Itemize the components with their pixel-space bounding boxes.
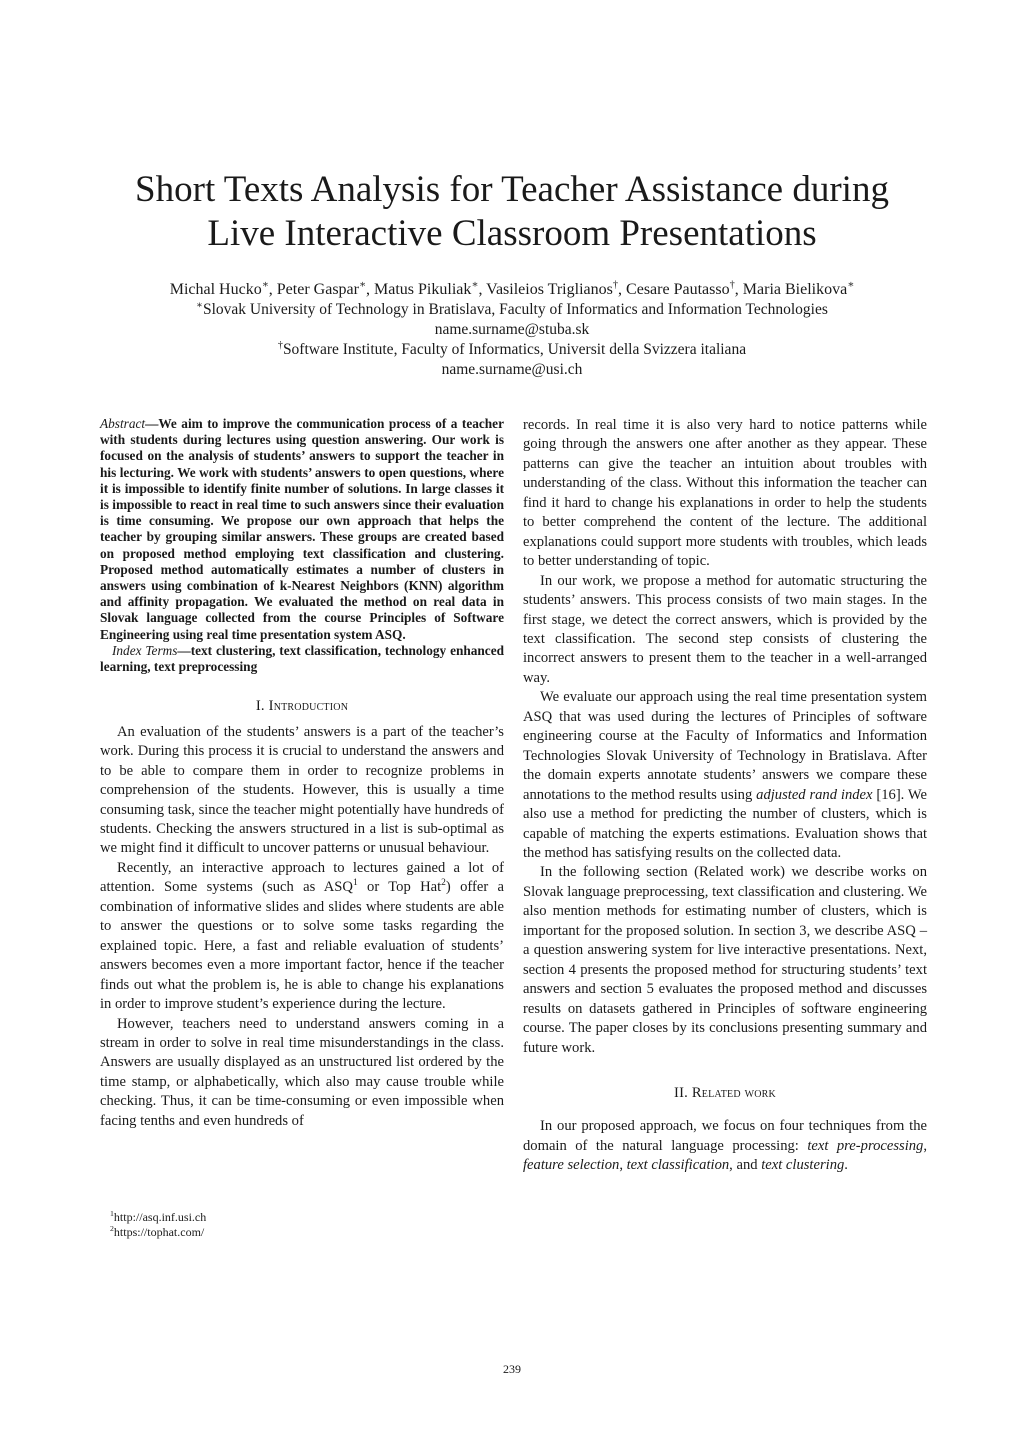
paragraph: An evaluation of the students’ answers is a part of the teacher’s work. During this process it is crucial to understand the answers and to be able to compare them in order to recognize problems in comprehension of the students. However, this is usually a time consuming task, since the teacher might potentially have hundreds of students. Checking the answers structured in a list is sub-optimal as we might find it difficult to uncover patterns or unusual behaviour. bbox=[100, 723, 504, 857]
author-name: Vasileios Triglianos bbox=[486, 281, 613, 298]
abstract-label: Abstract bbox=[100, 416, 146, 431]
emphasis: text clustering bbox=[761, 1157, 845, 1174]
emphasis: text classification bbox=[626, 1157, 730, 1174]
page-number: 239 bbox=[503, 1362, 521, 1376]
text-run: , bbox=[923, 1137, 927, 1154]
affiliation-1 bbox=[0, 300, 1024, 320]
abstract-text: —We aim to improve the communication process of a teacher with students during lectures using question answering. Our work is focused on the analysis of students’ answers to support the teacher in his lecturing. We work with students’ answers to open questions, where it is impossible to identify finite number of solutions. In large classes it is impossible to react in real time to such answers since their evaluation is time consuming. We propose our own approach that helps the teacher by grouping similar answers. These groups are created based on proposed method employing text classification and clustering. Proposed method automatically estimates a number of clusters in answers using combination of k-Nearest Neighbors (KNN) algorithm and affinity propagation. We evaluated the method on real data in Slovak language collected from the course Principles of Software Engineering using real time presentation system ASQ. bbox=[100, 416, 504, 642]
affiliation-mark: ∗ bbox=[196, 299, 203, 311]
text-run: We evaluate our approach using the real time presentation system ASQ that was used during the lectures of Principles of software engineering course at the Faculty of Informatics and Information Technologies Slovak University of Technology in Bratislava. After the domain experts annotate students’ answers we compare these annotations to the method results using bbox=[523, 689, 927, 803]
text-run: . bbox=[844, 1157, 848, 1174]
title-line-1: Short Texts Analysis for Teacher Assistance during bbox=[135, 169, 889, 210]
author-name: Maria Bielikova bbox=[742, 281, 848, 298]
footnote-2 bbox=[100, 1225, 504, 1240]
paragraph: In the following section (Related work) we describe works on Slovak language preprocessing, text classification and clustering. We also mention methods for estimating number of clusters, which is important for the proposed solution. In section 3, we describe ASQ – a question answering system for live interactive presentations. Next, section 4 presents the proposed method for structuring students’ text answers and section 5 evaluates the proposed method and discusses results on datasets gathered in Principles of software engineering course. The paper closes by its conclusions presenting summary and future work. bbox=[523, 864, 927, 1056]
paragraph: records. In real time it is also very hard to notice patterns while going through the answers one after another as they appear. These patterns can give the teacher an intuition about troubles with understanding of the class. Without this information the teacher can find it hard to change his explanations in order to help the students to better comprehend the content of the lecture. The additional explanations could support more students with troubles, which leads to better understanding of topic. bbox=[523, 417, 927, 570]
affiliation-text: Software Institute, Faculty of Informatics, Universit della Svizzera italiana bbox=[282, 341, 747, 358]
section-number: II. bbox=[674, 1084, 692, 1101]
text-run: In our proposed approach, we focus on four techniques from the domain of the natural language processing: bbox=[523, 1118, 927, 1154]
author-block bbox=[0, 280, 1024, 380]
separator: , bbox=[478, 281, 487, 298]
text-run: , bbox=[619, 1157, 627, 1174]
footnote-1 bbox=[100, 1210, 504, 1225]
index-terms-text: —text clustering, text classification, technology enhanced learning, text preprocessing bbox=[100, 642, 504, 675]
index-terms-label: Index Terms bbox=[111, 642, 178, 658]
title-line-2: Live Interactive Classroom Presentations bbox=[207, 213, 817, 254]
affiliation-mark: ∗ bbox=[471, 279, 479, 291]
section-title: Related work bbox=[691, 1084, 776, 1101]
abstract bbox=[100, 416, 504, 643]
section-heading-introduction bbox=[100, 697, 504, 716]
affiliation-mark: ∗ bbox=[358, 279, 367, 291]
section-heading-related-work bbox=[523, 1084, 927, 1103]
section-number: I. bbox=[255, 698, 269, 715]
footnote-number: 1 bbox=[110, 1209, 114, 1218]
footnote-number: 2 bbox=[110, 1224, 114, 1233]
separator: , bbox=[618, 281, 627, 298]
text-run: Recently, an interactive approach to lectures gained a lot of attention. Some systems (such as ASQ bbox=[100, 859, 504, 896]
affiliation-text: Slovak University of Technology in Bratislava, Faculty of Informatics and Information Technologies bbox=[202, 301, 828, 318]
paragraph: In our work, we propose a method for automatic structuring the students’ answers. This process consists of two main stages. In the first stage, we detect the correct answers, which is provided by the text classification. The second step consists of clustering the incorrect answers to present them to the teacher in a well-arranged way. bbox=[523, 572, 927, 686]
author-name: Matus Pikuliak bbox=[374, 281, 472, 298]
affiliation-mark: † bbox=[277, 339, 283, 351]
paper-title bbox=[0, 168, 1024, 256]
author-name: Cesare Pautasso bbox=[626, 281, 730, 298]
footnote-ref[interactable]: 1 bbox=[352, 878, 358, 889]
affiliation-mark: ∗ bbox=[261, 279, 269, 291]
separator: , bbox=[366, 281, 375, 298]
affiliation-2 bbox=[0, 340, 1024, 360]
separator: , bbox=[734, 281, 743, 298]
emphasis: text pre-processing bbox=[807, 1137, 924, 1154]
paragraph bbox=[100, 859, 504, 1015]
text-run: , and bbox=[729, 1157, 762, 1174]
paragraph bbox=[523, 688, 927, 863]
separator: , bbox=[268, 281, 277, 298]
index-terms bbox=[100, 643, 504, 675]
footnote-link[interactable]: http://asq.inf.usi.ch bbox=[113, 1210, 207, 1224]
footnotes bbox=[100, 1210, 504, 1240]
author-list bbox=[0, 280, 1024, 300]
footnote-link[interactable]: https://tophat.com/ bbox=[113, 1225, 205, 1239]
left-column bbox=[100, 416, 504, 1131]
emphasis: adjusted rand index bbox=[756, 786, 873, 803]
right-column bbox=[523, 416, 927, 1176]
affiliation-mark: ∗ bbox=[847, 279, 855, 291]
paragraph: However, teachers need to understand answers coming in a stream in order to solve in real time misunderstandings in the class. Answers are usually displayed as an unstructured list ordered by the time stamp, or alphabetically, which also may cause trouble while checking. Thus, it can be time-consuming or even impossible when facing tenths and even hundreds of bbox=[100, 1015, 504, 1129]
author-name: Peter Gaspar bbox=[276, 281, 359, 298]
text-run: [16]. We also use a method for predicting the number of clusters, which is capable of matching the experts estimations. Evaluation shows that the method has satisfying results on the collected data. bbox=[523, 786, 928, 861]
author-name: Michal Hucko bbox=[169, 281, 262, 298]
paragraph bbox=[523, 1117, 927, 1175]
footnote-ref[interactable]: 2 bbox=[441, 878, 446, 889]
text-run: or Top Hat bbox=[357, 879, 442, 896]
affiliation-mark: † bbox=[729, 279, 735, 291]
email-2: name.surname@usi.ch bbox=[441, 361, 583, 378]
text-run: ) offer a combination of informative slides and slides where students are able to answer the questions or to solve some tasks regarding the explained topic. Here, a fast and reliable evaluation of students’ answers becomes even a more important factor, hence if the teacher finds out what the problem is, he is able to change his explanations in order to improve student’s experience during the lecture. bbox=[100, 879, 504, 1013]
email-1: name.surname@stuba.sk bbox=[434, 321, 590, 338]
emphasis: feature selection bbox=[523, 1157, 620, 1174]
section-title: Introduction bbox=[268, 698, 349, 715]
affiliation-mark: † bbox=[612, 279, 619, 291]
